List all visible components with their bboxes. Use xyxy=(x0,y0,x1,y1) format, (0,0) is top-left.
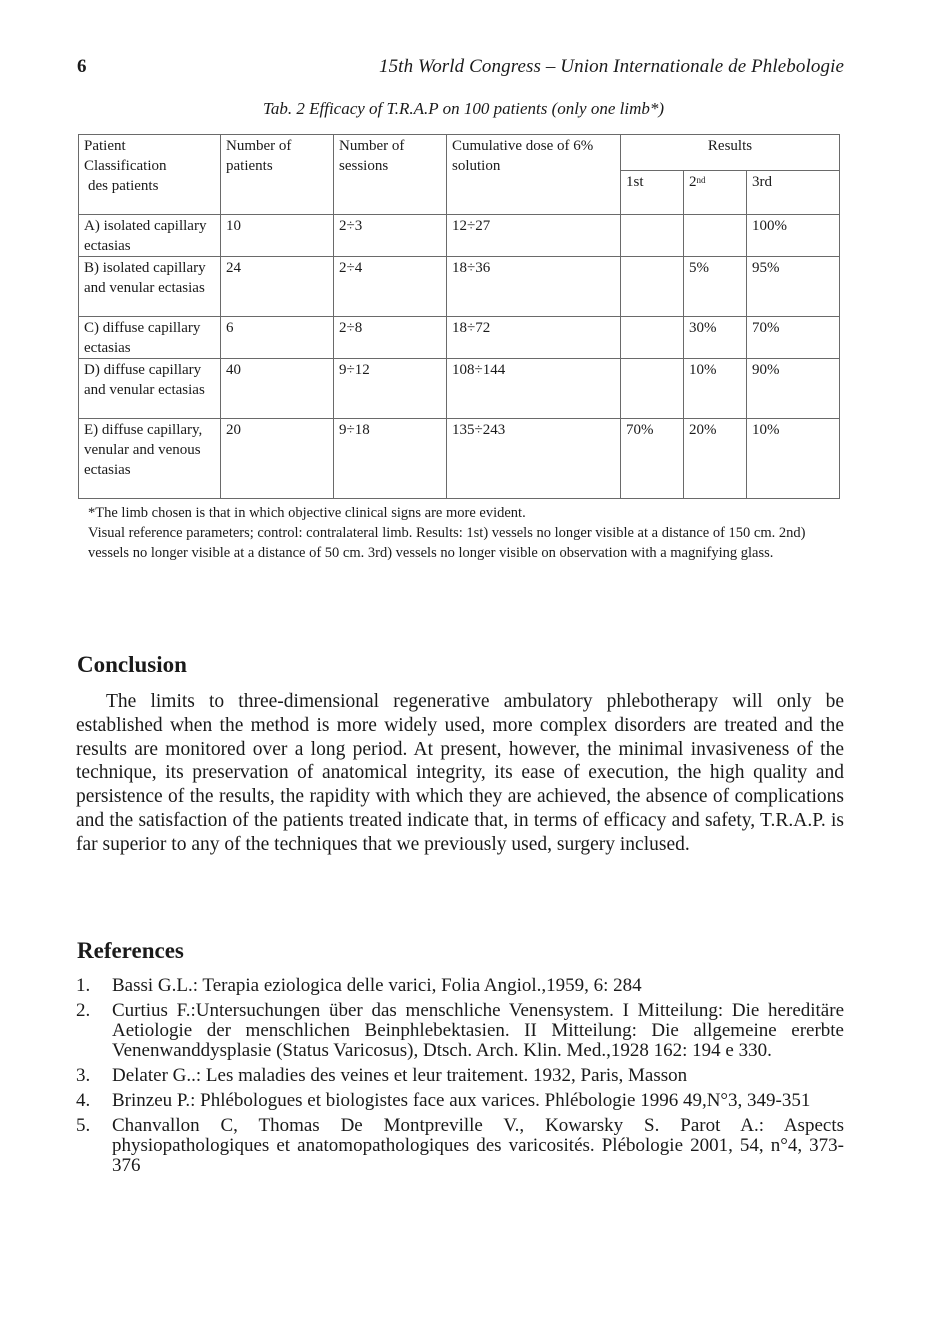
cell-sessions: 2÷4 xyxy=(334,257,447,317)
table-caption: Tab. 2 Efficacy of T.R.A.P on 100 patients (only one limb*) xyxy=(262,99,665,118)
table-row xyxy=(79,317,840,359)
cell-dose: 18÷72 xyxy=(447,317,621,359)
reference-text: Chanvallon C, Thomas De Montpreville V., Kowarsky S. Parot A.: Aspects physiopathologiques et anatomopathologiques des varicosités. Plébologie 2001, 54, n°4, 373-376 xyxy=(112,1115,844,1176)
cell-classification: C) diffuse capillary ectasias xyxy=(79,317,221,359)
cell-r2: 10% xyxy=(684,359,747,419)
reference-number: 2. xyxy=(76,1000,91,1021)
header-classification-line: Patient xyxy=(84,138,126,154)
cell-patients: 24 xyxy=(221,257,334,317)
table-body xyxy=(79,215,840,499)
cell-r3: 90% xyxy=(747,359,840,419)
cell-patients: 10 xyxy=(221,215,334,257)
page-number: 6 xyxy=(77,56,87,77)
table-header-row xyxy=(79,135,840,171)
cell-sessions: 2÷3 xyxy=(334,215,447,257)
cell-patients: 20 xyxy=(221,419,334,499)
header-classification xyxy=(79,135,221,215)
references-list xyxy=(76,976,844,1181)
cell-r3: 10% xyxy=(747,419,840,499)
cell-sessions: 9÷12 xyxy=(334,359,447,419)
reference-number: 1. xyxy=(76,975,91,996)
cell-r3: 95% xyxy=(747,257,840,317)
header-patients: Number of patients xyxy=(221,135,334,215)
conclusion-body: The limits to three-dimensional regenerative ambulatory phlebotherapy will only be established when the method is more widely used, more complex disorders are treated and the results are monitored over a long period. At present, however, the minimal invasiveness of the technique, its preservation of anatomical integrity, its ease of execution, the high quality and persistence of the results, the rapidity with which they are achieved, the absence of complications and the satisfaction of the patients treated indicate that, in terms of efficacy and safety, T.R.A.P. is far superior to any of the techniques that we previously used, surgery inclused. xyxy=(76,691,844,855)
cell-sessions: 9÷18 xyxy=(334,419,447,499)
header-results: Results xyxy=(621,135,840,171)
table-legend: Visual reference parameters; control: contralateral limb. Results: 1st) vessels no longer visible at a distance of 150 cm. 2nd) vessels no longer visible at a distance of 50 cm. 3rd) vessels no longer visible on observation with a magnifying glass. xyxy=(88,525,806,561)
cell-classification: A) isolated capillary ectasias xyxy=(79,215,221,257)
reference-item xyxy=(76,1091,844,1111)
cell-classification: E) diffuse capillary, venular and venous ectasias xyxy=(79,419,221,499)
reference-number: 5. xyxy=(76,1115,91,1136)
page-header xyxy=(77,56,844,82)
table-row xyxy=(79,419,840,499)
reference-item xyxy=(76,1001,844,1061)
table-row xyxy=(79,359,840,419)
table-row xyxy=(79,257,840,317)
header-classification-line: des patients xyxy=(88,178,159,194)
cell-r2 xyxy=(684,215,747,257)
cell-r2: 30% xyxy=(684,317,747,359)
reference-item xyxy=(76,976,844,996)
reference-text: Brinzeu P.: Phlébologues et biologistes face aux varices. Phlébologie 1996 49,N°3, 349-351 xyxy=(112,1090,811,1111)
reference-text: Curtius F.:Untersuchungen über das menschliche Venensystem. I Mitteilung: Die hereditäre Aetiologie der menschlichen Beinphlebektasien. II Mitteilung: Die allgemeine ererbte Venenwanddysplasie (Status Varicosus), Dtsch. Arch. Klin. Med.,1928 162: 194 e 330. xyxy=(112,1000,844,1061)
cell-dose: 12÷27 xyxy=(447,215,621,257)
cell-r3: 100% xyxy=(747,215,840,257)
cell-r2: 20% xyxy=(684,419,747,499)
cell-patients: 6 xyxy=(221,317,334,359)
header-result-1st: 1st xyxy=(621,171,684,215)
reference-number: 4. xyxy=(76,1090,91,1111)
cell-r1 xyxy=(621,215,684,257)
cell-dose: 18÷36 xyxy=(447,257,621,317)
conclusion-heading: Conclusion xyxy=(77,652,187,677)
cell-classification: B) isolated capillary and venular ectasias xyxy=(79,257,221,317)
references-heading: References xyxy=(77,938,184,963)
cell-r2: 5% xyxy=(684,257,747,317)
table-row xyxy=(79,215,840,257)
table-notes xyxy=(88,503,848,563)
cell-r1 xyxy=(621,359,684,419)
header-classification-line: Classification xyxy=(84,158,167,174)
cell-dose: 135÷243 xyxy=(447,419,621,499)
reference-text: Delater G..: Les maladies des veines et leur traitement. 1932, Paris, Masson xyxy=(112,1065,688,1086)
reference-number: 3. xyxy=(76,1065,91,1086)
cell-r3: 70% xyxy=(747,317,840,359)
cell-sessions: 2÷8 xyxy=(334,317,447,359)
reference-text: Bassi G.L.: Terapia eziologica delle varici, Folia Angiol.,1959, 6: 284 xyxy=(112,975,642,996)
header-result-2nd-sup: nd xyxy=(696,175,706,185)
running-title: 15th World Congress – Union Internationale de Phlebologie xyxy=(378,56,844,77)
header-result-3rd: 3rd xyxy=(747,171,840,215)
header-sessions: Number of sessions xyxy=(334,135,447,215)
header-dose: Cumulative dose of 6% solution xyxy=(447,135,621,215)
reference-item xyxy=(76,1066,844,1086)
table-footnote: *The limb chosen is that in which objective clinical signs are more evident. xyxy=(88,505,526,521)
cell-r1: 70% xyxy=(621,419,684,499)
cell-r1 xyxy=(621,257,684,317)
header-result-2nd-base: 2 xyxy=(689,174,697,190)
cell-r1 xyxy=(621,317,684,359)
efficacy-table xyxy=(78,134,840,499)
cell-dose: 108÷144 xyxy=(447,359,621,419)
reference-item xyxy=(76,1116,844,1176)
header-result-2nd xyxy=(684,171,747,215)
cell-classification: D) diffuse capillary and venular ectasias xyxy=(79,359,221,419)
cell-patients: 40 xyxy=(221,359,334,419)
